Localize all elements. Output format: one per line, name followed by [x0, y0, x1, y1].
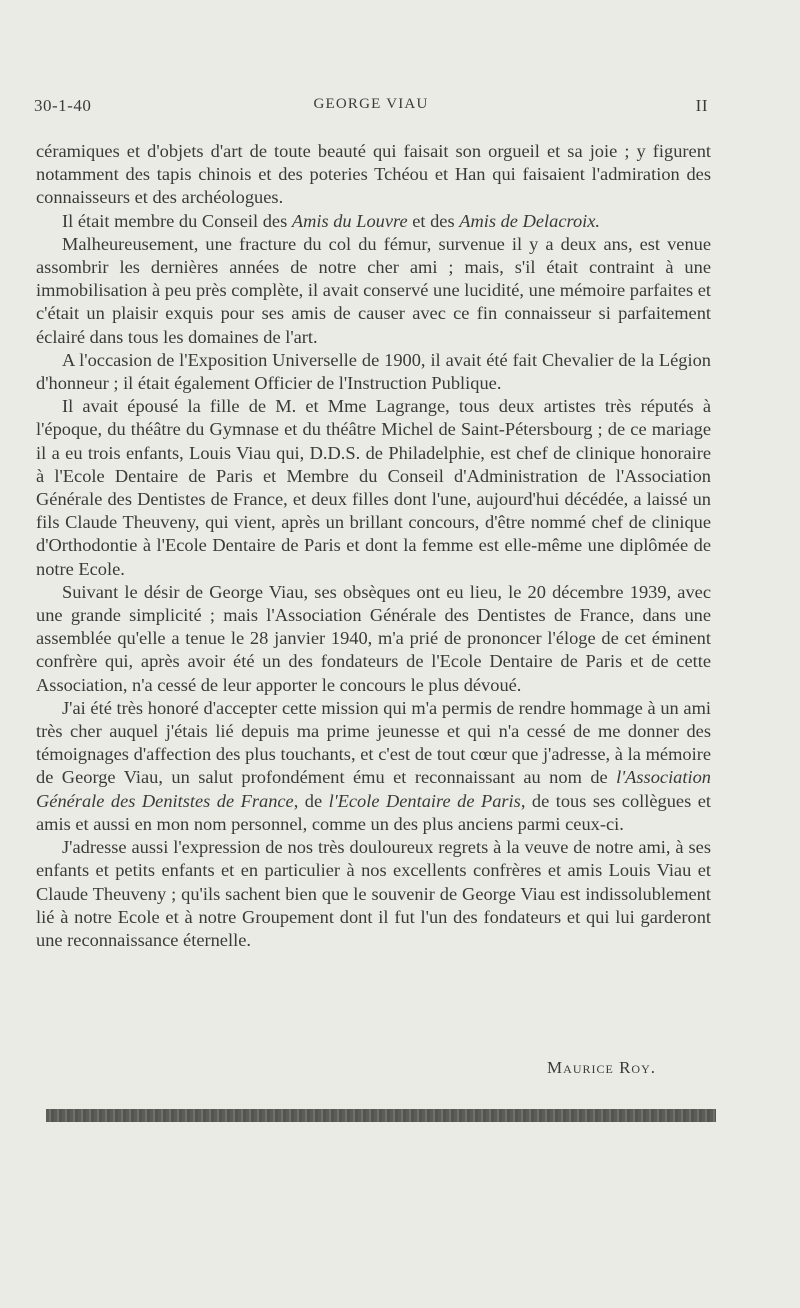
- paragraph-7: [36, 697, 711, 836]
- paragraph-7-text-c: , de: [293, 790, 329, 811]
- header-date: 30-1-40: [34, 96, 92, 115]
- paragraph-2-text-c: et des: [407, 210, 460, 231]
- paragraph-2: [36, 210, 711, 233]
- association-name: l'Association Générale des Denitstes de France: [36, 767, 711, 811]
- page-header: [34, 96, 708, 120]
- paragraph-7-text-e: , de tous ses collègues et amis et aussi en mon nom personnel, comme un des plus anciens parmi ceux-ci.: [36, 790, 711, 834]
- page-number: II: [695, 96, 708, 115]
- paragraph-4: A l'occasion de l'Exposition Universelle de 1900, il avait été fait Chevalier de la Légion d'honneur ; il était également Officier de l'Instruction Publique.: [36, 349, 711, 394]
- paragraph-3: Malheureusement, une fracture du col du fémur, survenue il y a deux ans, est venue assombrir les dernières années de notre cher ami ; mais, s'il était contraint à une immobilisation à peu près complète, il avait conservé une lucidité, une mémoire parfaites et c'était un plaisir exquis pour ses amis de causer avec ce fin connaisseur si parfaitement éclairé dans tous les domaines de l'art.: [36, 233, 711, 347]
- amis-du-louvre: Amis du Louvre: [291, 210, 408, 231]
- paragraph-8: J'adresse aussi l'expression de nos très douloureux regrets à la veuve de notre ami, à ses enfants et petits enfants et en particulier à nos excellents confrères et amis Louis Viau et Claude Theuveny ; qu'ils sachent bien que le souvenir de George Viau est indissolublement lié à notre Ecole et à notre Groupement dont il fut l'un des fondateurs et qui lui garderont une reconnaissance éternelle.: [36, 837, 711, 950]
- section-divider: [46, 1109, 716, 1122]
- paragraph-6: Suivant le désir de George Viau, ses obsèques ont eu lieu, le 20 décembre 1939, avec une grande simplicité ; mais l'Association Générale des Dentistes de France, dans une assemblée qu'elle a tenue le 28 janvier 1940, m'a prié de prononcer l'éloge de cet éminent confrère qui, après avoir été un des fondateurs de l'Ecole Dentaire de Paris et de cette Association, n'a cessé de leur apporter le concours le plus dévoué.: [36, 581, 711, 695]
- paragraph-2-text-a: Il était membre du Conseil des: [62, 210, 292, 231]
- paragraph-5: Il avait épousé la fille de M. et Mme Lagrange, tous deux artistes très réputés à l'époque, du théâtre du Gymnase et du théâtre Michel de Saint-Pétersbourg ; de ce mariage il a eu trois enfants, Louis Viau qui, D.D.S. de Philadelphie, est chef de clinique honoraire à l'Ecole Dentaire de Paris et Membre du Conseil d'Administration de l'Association Générale des Dentistes de France, et deux filles dont l'une, aujourd'hui décédée, a laissé un fils Claude Theuveny, qui vient, après un brillant concours, d'être nommé chef de clinique d'Orthodontie à l'Ecole Dentaire de Paris et dont la femme est elle-même une diplômée de notre Ecole.: [36, 396, 711, 579]
- running-title: GEORGE VIAU: [313, 96, 429, 112]
- article-body: [36, 140, 711, 952]
- author-signature: Maurice Roy.: [547, 1058, 656, 1077]
- paragraph-7-text-a: J'ai été très honoré d'accepter cette mission qui m'a permis de rendre hommage à un ami très cher auquel j'étais lié depuis ma prime jeunesse et qui n'a cessé de me donner des témoignages d'affection des plus touchants, et c'est de tout cœur que j'adresse, à la mémoire de George Viau, un salut profondément ému et reconnaissant au nom de: [36, 697, 711, 788]
- amis-de-delacroix: Amis de Delacroix.: [459, 210, 601, 231]
- paragraph-1: céramiques et d'objets d'art de toute beauté qui faisait son orgueil et sa joie ; y figurent notamment des tapis chinois et des poteries Tchéou et Han qui faisaient l'admiration des connaisseurs et des archéologues.: [36, 141, 711, 208]
- ecole-name: l'Ecole Dentaire de Paris: [328, 790, 521, 811]
